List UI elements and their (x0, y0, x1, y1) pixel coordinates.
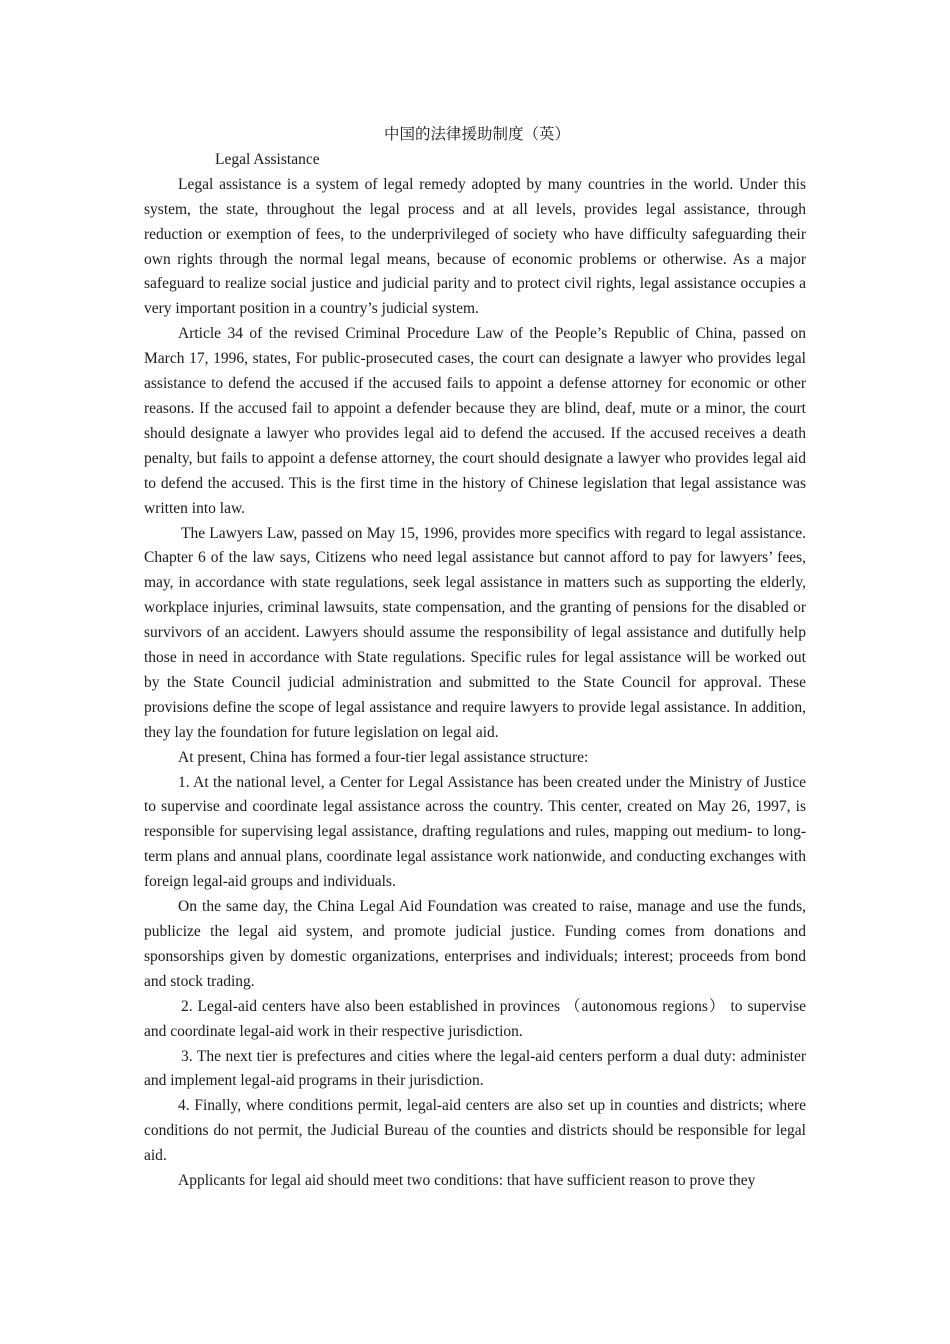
document-title: 中国的法律援助制度（英） (383, 126, 570, 143)
paragraph-tier-4: 4. Finally, where conditions permit, legal-aid centers are also set up in counties and districts; where conditions do not permit, the Judicial Bureau of the counties and districts should be responsible for legal aid. (144, 1097, 806, 1165)
paragraph-four-tier: At present, China has formed a four-tier legal assistance structure: (178, 748, 589, 766)
paragraph-lawyers-law: The Lawyers Law, passed on May 15, 1996, provides more specifics with regard to legal assistance. Chapter 6 of the law says, Citizens who need legal assistance but cannot afford to pay for lawyers’ fees, may, in accordance with state regulations, seek legal assistance in matters such as supporting the elderly, workplace injuries, criminal lawsuits, state compensation, and the granting of pensions for the disabled or survivors of an accident. Lawyers should assume the responsibility of legal assistance and dutifully help those in need in accordance with State regulations. Specific rules for legal assistance will be worked out by the State Council judicial administration and submitted to the State Council for approval. These provisions define the scope of legal assistance and require lawyers to provide legal assistance. In addition, they lay the foundation for future legislation on legal aid. (144, 524, 806, 741)
document-subtitle: Legal Assistance (215, 150, 320, 168)
paragraph-article-34: Article 34 of the revised Criminal Procedure Law of the People’s Republic of China, passed on March 17, 1996, states, For public-prosecuted cases, the court can designate a lawyer who provides legal assistance to defend the accused if the accused fails to appoint a defense attorney for economic or other reasons. If the accused fail to appoint a defender because they are blind, deaf, mute or a minor, the court should designate a lawyer who provides legal aid to defend the accused. If the accused receives a death penalty, but fails to appoint a defense attorney, the court should designate a lawyer who provides legal aid to defend the accused. This is the first time in the history of Chinese legislation that legal assistance was written into law. (144, 325, 806, 517)
paragraph-tier-3: 3. The next tier is prefectures and cities where the legal-aid centers perform a dual duty: administer and implement legal-aid programs in their jurisdiction. (144, 1047, 806, 1090)
paragraph-intro: Legal assistance is a system of legal remedy adopted by many countries in the world. Under this system, the state, throughout the legal process and at all levels, provides legal assistance, through reduction or exemption of fees, to the underprivileged of society who have difficulty safeguarding their own rights through the normal legal means, because of economic problems or otherwise. As a major safeguard to realize social justice and judicial parity and to protect civil rights, legal assistance occupies a very important position in a country’s judicial system. (144, 175, 806, 318)
paragraph-foundation: On the same day, the China Legal Aid Foundation was created to raise, manage and use the funds, publicize the legal aid system, and promote judicial justice. Funding comes from donations and sponsorships given by domestic organizations, enterprises and individuals; interest; proceeds from bond and stock trading. (144, 898, 806, 990)
paragraph-applicants: Applicants for legal aid should meet two conditions: that have sufficient reason to prove they (178, 1172, 756, 1190)
paragraph-tier-2: 2. Legal-aid centers have also been established in provinces （autonomous regions） to supervise and coordinate legal-aid work in their respective jurisdiction. (144, 997, 806, 1040)
paragraph-tier-1: 1. At the national level, a Center for Legal Assistance has been created under the Ministry of Justice to supervise and coordinate legal assistance across the country. This center, created on May 26, 1997, is responsible for supervising legal assistance, drafting regulations and rules, mapping out medium- to long-term plans and annual plans, coordinate legal assistance work nationwide, and conducting exchanges with foreign legal-aid groups and individuals. (144, 773, 806, 891)
document-body (144, 123, 806, 1194)
